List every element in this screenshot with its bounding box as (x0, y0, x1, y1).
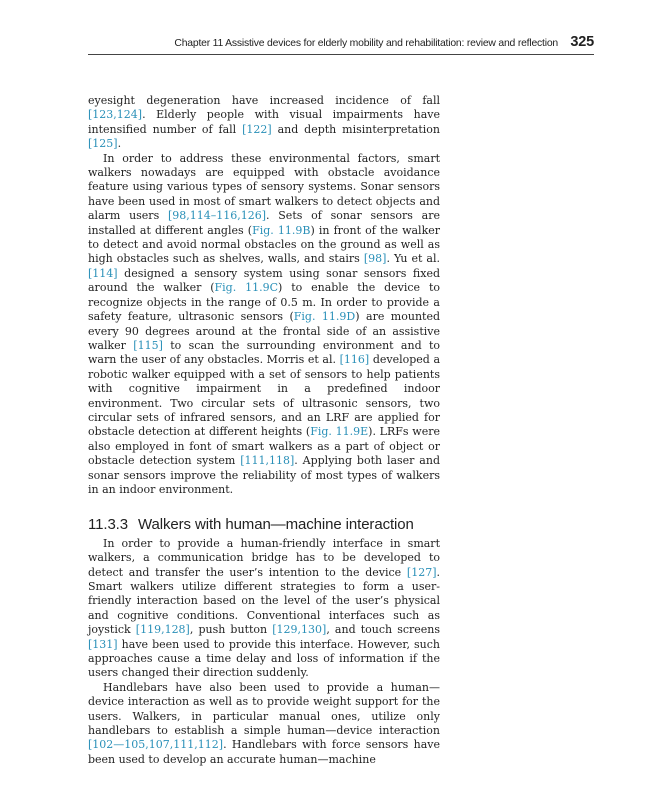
paragraph-3 (88, 537, 440, 681)
citation-link[interactable]: [114] (88, 266, 118, 280)
text-run: , and touch screens (326, 623, 441, 637)
citation-link[interactable]: [129,130] (272, 623, 327, 637)
text-run: . (117, 137, 122, 151)
citation-link[interactable]: [122] (242, 122, 272, 136)
figure-link[interactable]: Fig. 11.9D (293, 310, 356, 324)
paragraph-1 (88, 94, 440, 152)
citation-link[interactable]: [127] (406, 565, 437, 579)
figure-link[interactable]: Fig. 11.9C (214, 281, 279, 295)
citation-link[interactable]: [111,118] (240, 454, 295, 468)
citation-link[interactable]: [123,124] (88, 108, 143, 122)
text-run: developed a robotic walker equipped with a set of sensors to help patients with cognitive impairment in a predefined indoor environment. Two circular sets of ultrasonic sensors, two circular sets of infrared sensors, and an LRF are applied for obstacle detection at different heights ( (88, 353, 440, 439)
chapter-title: Chapter 11 Assistive devices for elderly mobility and rehabilitation: review and reflection (174, 38, 558, 49)
text-run: eyesight degeneration have increased incidence of fall (88, 94, 440, 107)
running-header (88, 32, 594, 55)
text-run: . Handlebars with force sensors have been used to develop an accurate human—machine (88, 738, 440, 766)
text-run: . Yu et al. (386, 252, 440, 266)
section-heading (88, 518, 440, 532)
citation-link[interactable]: [131] (88, 637, 118, 651)
citation-link[interactable]: [125] (88, 137, 118, 151)
paragraph-4 (88, 681, 440, 767)
text-run: have been used to provide this interface. However, such approaches cause a time delay and loss of information if the users changed their direction suddenly. (88, 637, 440, 680)
page-number: 325 (570, 34, 594, 50)
citation-link[interactable]: [102—105,107,111,112] (88, 738, 224, 752)
text-run: . Applying both laser and sonar sensors improve the reliability of most types of walkers in an indoor environment. (88, 454, 440, 496)
text-run: to scan the surrounding environment and to warn the user of any obstacles. Morris et al. (88, 338, 441, 367)
text-run: . Elderly people with visual impairments have intensified number of fall (88, 108, 440, 136)
body-text (88, 94, 440, 767)
text-run: and depth misinterpretation (271, 122, 440, 136)
figure-link[interactable]: Fig. 11.9B (252, 223, 311, 237)
text-run: . Sets of sonar sensors are installed at different angles ( (88, 209, 440, 237)
text-run: designed a sensory system using sonar sensors fixed around the walker ( (88, 266, 440, 295)
citation-link[interactable]: [98,114–116,126] (167, 209, 267, 223)
citation-link[interactable]: [119,128] (135, 623, 190, 637)
paragraph-2 (88, 152, 440, 498)
text-run: ) to enable the device to recognize objects in the range of 0.5 m. In order to provide a safety feature, ultrasonic sensors ( (88, 281, 440, 324)
section-number: 11.3.3 (88, 516, 128, 534)
text-run: ). LRFs were also employed in font of smart walkers as a part of object or obstacle detection system (88, 425, 440, 468)
text-run: ) in front of the walker to detect and avoid normal obstacles on the ground as well as high obstacles such as shelves, walls, and stairs (88, 223, 441, 266)
section-title: Walkers with human—machine interaction (138, 516, 414, 534)
citation-link[interactable]: [115] (133, 338, 163, 352)
text-run: , push button (189, 623, 273, 637)
citation-link[interactable]: [98] (363, 252, 387, 266)
text-run: Handlebars have also been used to provide a human—device interaction as well as to provide weight support for the users. Walkers, in particular manual ones, utilize only handlebars to establish a simple human—device interaction (88, 680, 440, 738)
text-run: . Smart walkers utilize different strategies to form a user-friendly interaction based on the level of the user’s physical and cognitive conditions. Conventional interfaces such as joystick (88, 565, 440, 637)
citation-link[interactable]: [116] (339, 353, 370, 367)
text-run: In order to provide a human-friendly interface in smart walkers, a communication bridge has to be developed to detect and transfer the user’s intention to the device (88, 536, 440, 579)
text-run: ) are mounted every 90 degrees around at the frontal side of an assistive walker (88, 310, 440, 352)
figure-link[interactable]: Fig. 11.9E (310, 425, 369, 439)
text-run: In order to address these environmental factors, smart walkers nowadays are equipped with obstacle avoidance feature using various types of sensory systems. Sonar sensors have been used in most of smart walkers to detect objects and alarm users (88, 151, 440, 223)
